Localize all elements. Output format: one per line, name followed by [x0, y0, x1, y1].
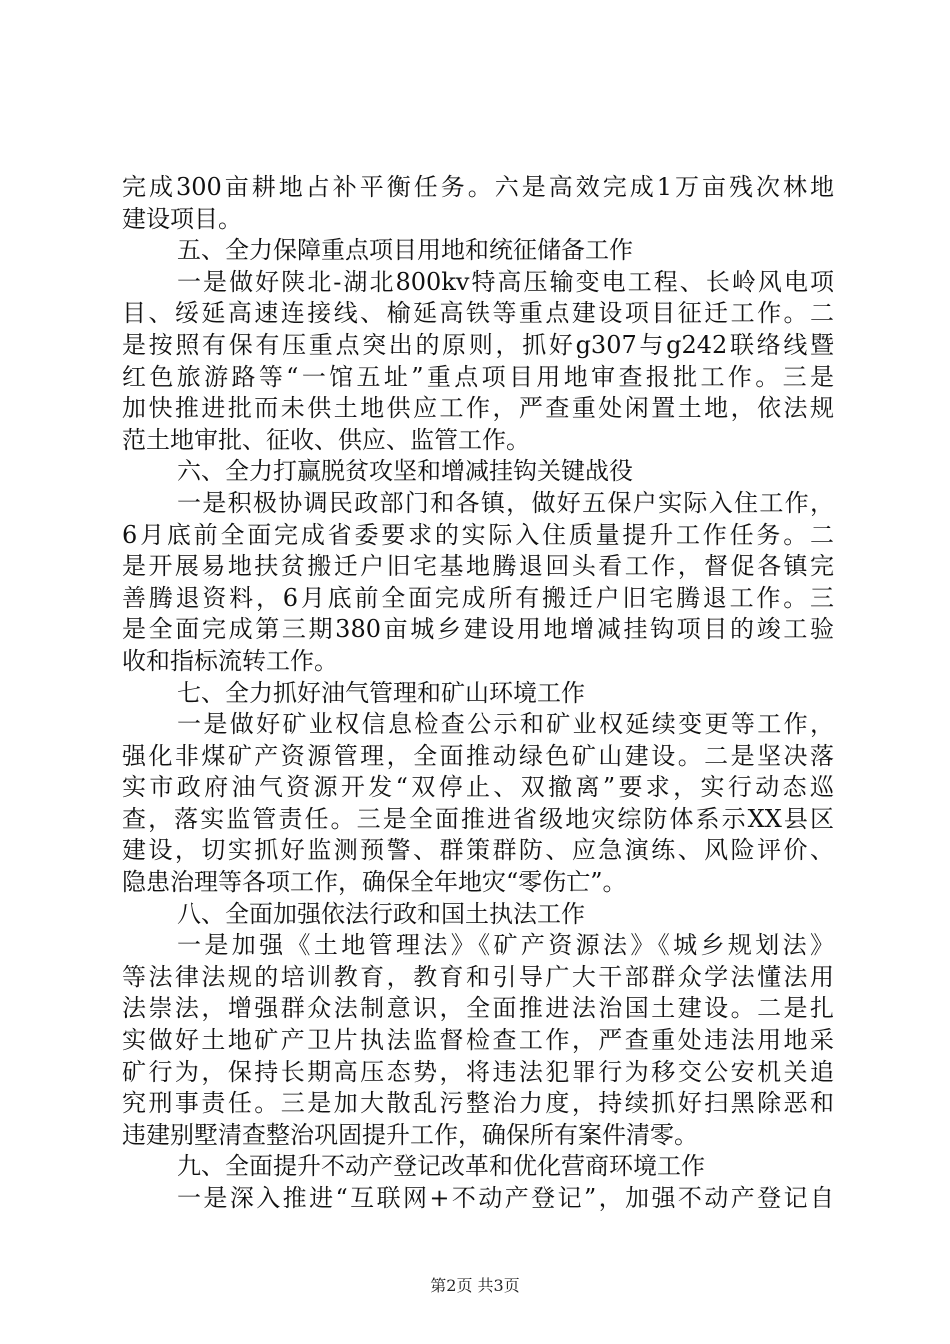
text-line: 加快推进批而未供土地供应工作，严查重处闲置土地，依法规 — [122, 394, 834, 423]
text-line: 实市政府油气资源开发“双停止、双撤离”要求，实行动态巡 — [122, 773, 834, 802]
text-line: 一是做好陕北-湖北800kv特高压输变电工程、长岭风电项 — [177, 267, 834, 296]
text-line: 七、全力抓好油气管理和矿山环境工作 — [177, 678, 585, 707]
text-line: 红色旅游路等“一馆五址”重点项目用地审查报批工作。三是 — [122, 362, 834, 391]
text-line: 实做好土地矿产卫片执法监督检查工作，严查重处违法用地采 — [122, 1026, 834, 1055]
text-line: 是全面完成第三期380亩城乡建设用地增减挂钩项目的竣工验 — [122, 615, 834, 644]
text-line: 八、全面加强依法行政和国土执法工作 — [177, 899, 585, 928]
document-body — [122, 172, 834, 1215]
text-line: 隐患治理等各项工作，确保全年地灾“零伤亡”。 — [122, 868, 627, 897]
text-line: 范土地审批、征收、供应、监管工作。 — [122, 425, 530, 454]
text-line: 强化非煤矿产资源管理，全面推动绿色矿山建设。二是坚决落 — [122, 741, 834, 770]
text-line: 收和指标流转工作。 — [122, 646, 338, 675]
text-line: 建设项目。 — [122, 204, 242, 233]
text-line: 完成300亩耕地占补平衡任务。六是高效完成1万亩残次林地 — [122, 173, 834, 201]
text-line: 一是积极协调民政部门和各镇，做好五保户实际入住工作， — [177, 488, 834, 517]
text-line: 等法律法规的培训教育，教育和引导广大干部群众学法懂法用 — [122, 962, 834, 991]
text-line: 一是深入推进“互联网+不动产登记”，加强不动产登记自 — [177, 1184, 834, 1212]
text-line: 目、绥延高速连接线、榆延高铁等重点建设项目征迁工作。二 — [122, 299, 834, 328]
text-line: 究刑事责任。三是加大散乱污整治力度，持续抓好扫黑除恶和 — [122, 1089, 834, 1118]
text-line: 查，落实监管责任。三是全面推进省级地灾综防体系示XX县区 — [122, 804, 834, 833]
text-line: 善腾退资料，6月底前全面完成所有搬迁户旧宅腾退工作。三 — [122, 583, 834, 612]
text-line: 矿行为，保持长期高压态势，将违法犯罪行为移交公安机关追 — [122, 1057, 834, 1086]
text-line: 六、全力打赢脱贫攻坚和增减挂钩关键战役 — [177, 457, 633, 486]
text-line: 是按照有保有压重点突出的原则，抓好g307与g242联络线暨 — [122, 330, 834, 359]
text-line: 一是做好矿业权信息检查公示和矿业权延续变更等工作， — [177, 710, 834, 739]
page-number-footer: 第2页 共3页 — [430, 1276, 520, 1295]
text-line: 建设，切实抓好监测预警、群策群防、应急演练、风险评价、 — [122, 836, 834, 865]
text-line: 五、全力保障重点项目用地和统征储备工作 — [177, 236, 633, 265]
text-line: 九、全面提升不动产登记改革和优化营商环境工作 — [177, 1152, 705, 1181]
text-line: 违建别墅清查整治巩固提升工作，确保所有案件清零。 — [122, 1120, 698, 1149]
text-line: 是开展易地扶贫搬迁户旧宅基地腾退回头看工作，督促各镇完 — [122, 552, 834, 581]
text-line: 6月底前全面完成省委要求的实际入住质量提升工作任务。二 — [122, 520, 834, 549]
text-line: 一是加强《土地管理法》《矿产资源法》《城乡规划法》 — [177, 931, 834, 960]
text-line: 法崇法，增强群众法制意识，全面推进法治国土建设。二是扎 — [122, 994, 834, 1023]
